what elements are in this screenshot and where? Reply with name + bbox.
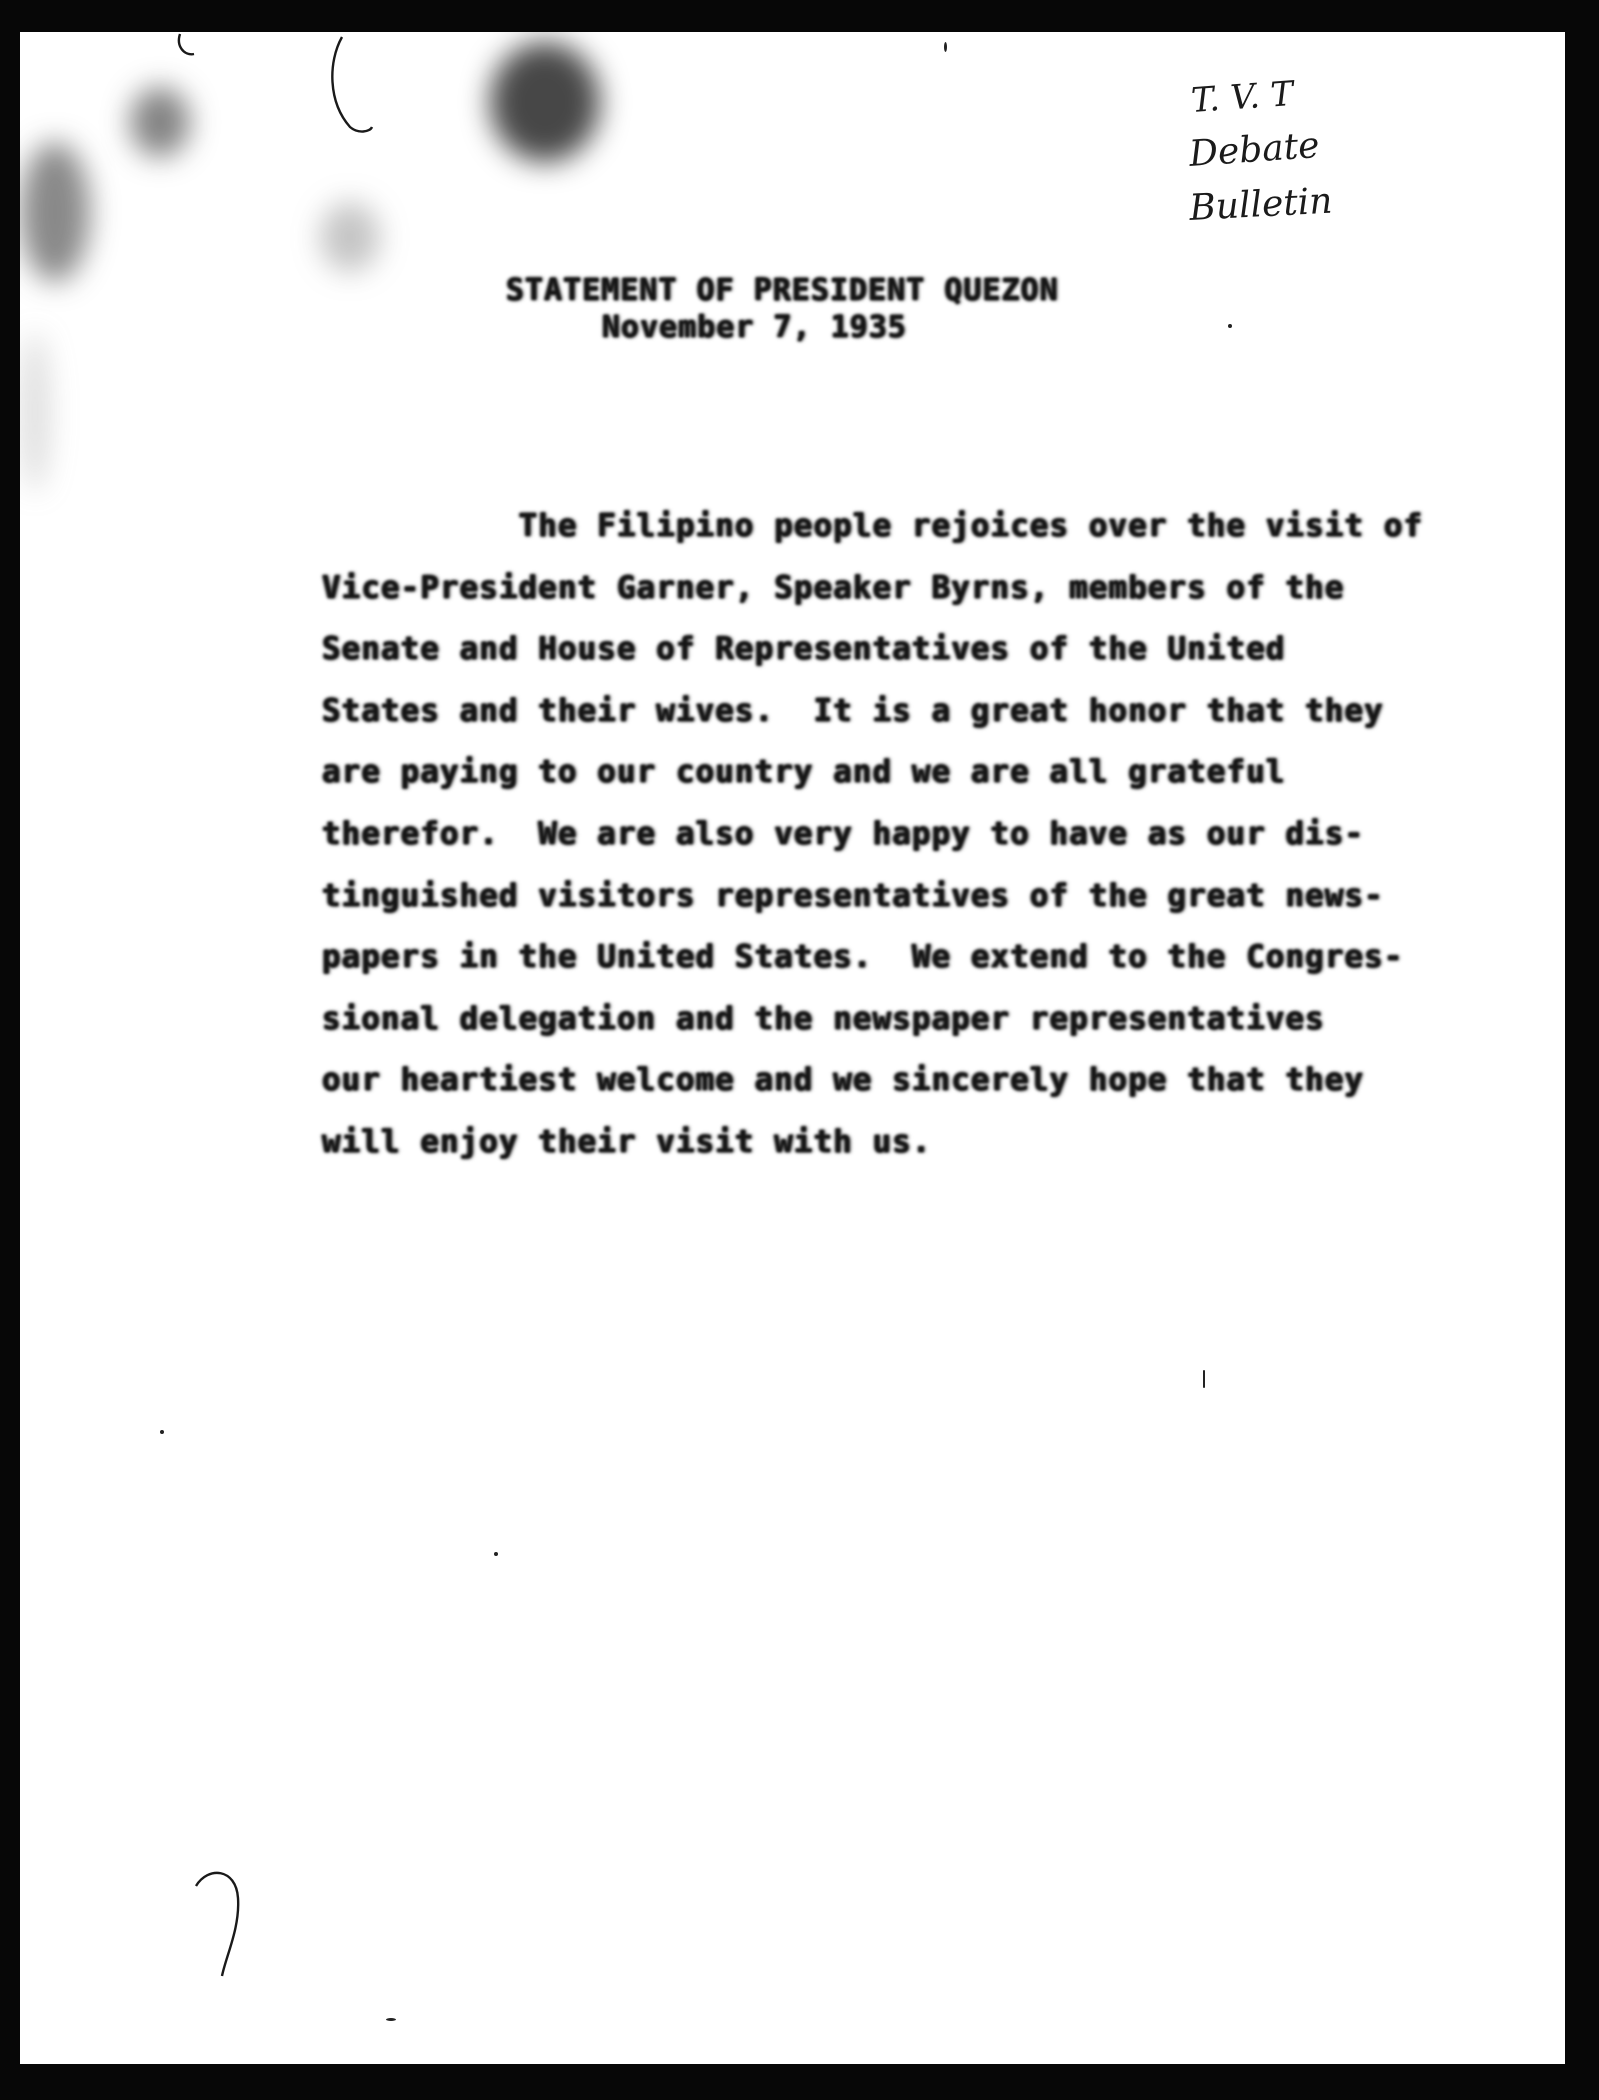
body-line: Senate and House of Representatives of the United	[322, 631, 1286, 668]
document-date: November 7, 1935	[602, 310, 907, 345]
paper-speck	[386, 2018, 396, 2021]
handwritten-note	[1180, 70, 1420, 240]
pen-bracket-mark	[186, 1858, 266, 1988]
ink-smudge	[130, 87, 190, 157]
body-line: tinguished visitors representatives of the great news-	[322, 877, 1384, 914]
paper-speck	[1203, 1370, 1205, 1388]
paper-speck	[1228, 324, 1232, 328]
paper-speck	[160, 1430, 164, 1434]
pen-scribble-mark	[170, 32, 210, 72]
handwritten-line: T. V. T	[1189, 73, 1295, 121]
handwritten-line: Bulletin	[1188, 180, 1334, 229]
body-line: will enjoy their visit with us.	[322, 1123, 932, 1160]
ink-smudge	[20, 142, 90, 282]
body-line: States and their wives. It is a great honor that they	[322, 692, 1384, 729]
body-line: therefor. We are also very happy to have as our dis-	[322, 815, 1365, 852]
document-title: STATEMENT OF PRESIDENT QUEZON	[506, 273, 1059, 308]
body-line: papers in the United States. We extend to the Congres-	[322, 939, 1404, 976]
paper-speck	[494, 1552, 498, 1556]
body-line: Vice-President Garner, Speaker Byrns, members of the	[322, 569, 1345, 606]
ink-smudge	[20, 332, 50, 492]
body-line: our heartiest welcome and we sincerely hope that they	[322, 1062, 1365, 1099]
ink-smudge	[320, 202, 380, 272]
document-page	[20, 32, 1565, 2064]
handwritten-line: Debate	[1187, 124, 1321, 175]
body-line: The Filipino people rejoices over the visit of	[322, 508, 1424, 544]
statement-body	[322, 496, 1442, 1174]
paper-speck	[944, 42, 947, 52]
body-line: sional delegation and the newspaper representatives	[322, 1000, 1325, 1037]
pen-scribble-mark	[320, 32, 400, 142]
body-line: are paying to our country and we are all grateful	[322, 754, 1286, 791]
ink-smudge	[490, 42, 600, 162]
